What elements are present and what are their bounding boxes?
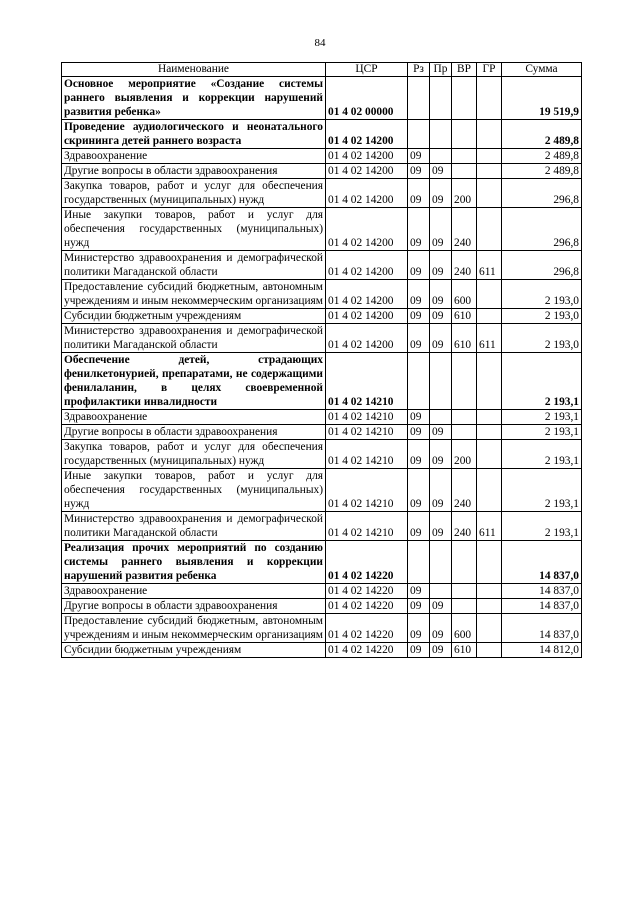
- table-body: [62, 77, 582, 658]
- row-csr: 01 4 02 14210: [326, 440, 408, 469]
- row-pr: 09: [430, 440, 452, 469]
- row-csr: 01 4 02 14200: [326, 309, 408, 324]
- row-vr: 610: [452, 643, 477, 658]
- table-row: [62, 164, 582, 179]
- row-name: Обеспечение детей, страдающих фенилкетонурией, препаратами, не содержащими фенилаланин, в целях своевременной профилактики инвалидности: [62, 353, 326, 410]
- row-sum: 19 519,9: [502, 77, 582, 120]
- table-row: [62, 410, 582, 425]
- budget-table: [61, 62, 582, 658]
- header-rz: Рз: [408, 63, 430, 77]
- row-rz: 09: [408, 164, 430, 179]
- row-sum: 2 193,0: [502, 280, 582, 309]
- row-rz: [408, 120, 430, 149]
- row-name: Здравоохранение: [62, 410, 326, 425]
- row-vr: 240: [452, 512, 477, 541]
- row-pr: 09: [430, 469, 452, 512]
- page-number: 84: [314, 37, 326, 49]
- row-gr: [477, 280, 502, 309]
- row-name: Закупка товаров, работ и услуг для обеспечения государственных (муниципальных) нужд: [62, 179, 326, 208]
- row-gr: [477, 164, 502, 179]
- row-name: Предоставление субсидий бюджетным, автономным учреждениям и иным некоммерческим организациям: [62, 614, 326, 643]
- row-sum: 2 193,1: [502, 410, 582, 425]
- table-header-row: [62, 63, 582, 77]
- row-csr: 01 4 02 14210: [326, 425, 408, 440]
- row-vr: 610: [452, 309, 477, 324]
- table-row: [62, 324, 582, 353]
- row-vr: [452, 120, 477, 149]
- table-row: [62, 614, 582, 643]
- row-csr: 01 4 02 14220: [326, 584, 408, 599]
- row-rz: 09: [408, 179, 430, 208]
- row-vr: [452, 599, 477, 614]
- row-pr: 09: [430, 251, 452, 280]
- row-csr: 01 4 02 14220: [326, 541, 408, 584]
- table-row: [62, 149, 582, 164]
- row-sum: 14 837,0: [502, 541, 582, 584]
- row-gr: [477, 469, 502, 512]
- row-csr: 01 4 02 14210: [326, 469, 408, 512]
- row-sum: 2 489,8: [502, 164, 582, 179]
- row-rz: 09: [408, 643, 430, 658]
- row-rz: 09: [408, 469, 430, 512]
- table-row: [62, 599, 582, 614]
- row-csr: 01 4 02 14210: [326, 512, 408, 541]
- row-rz: [408, 353, 430, 410]
- table-row: [62, 77, 582, 120]
- row-vr: 600: [452, 614, 477, 643]
- row-vr: [452, 353, 477, 410]
- row-csr: 01 4 02 14200: [326, 164, 408, 179]
- row-vr: [452, 77, 477, 120]
- row-rz: 09: [408, 251, 430, 280]
- row-pr: [430, 149, 452, 164]
- row-vr: [452, 410, 477, 425]
- row-sum: 296,8: [502, 179, 582, 208]
- table-row: [62, 120, 582, 149]
- row-vr: [452, 164, 477, 179]
- row-vr: 240: [452, 251, 477, 280]
- row-name: Субсидии бюджетным учреждениям: [62, 643, 326, 658]
- row-gr: [477, 541, 502, 584]
- table-row: [62, 309, 582, 324]
- row-rz: 09: [408, 599, 430, 614]
- row-csr: 01 4 02 14220: [326, 614, 408, 643]
- row-rz: 09: [408, 149, 430, 164]
- row-pr: 09: [430, 309, 452, 324]
- row-pr: 09: [430, 280, 452, 309]
- row-rz: [408, 541, 430, 584]
- row-pr: [430, 584, 452, 599]
- row-pr: 09: [430, 512, 452, 541]
- row-sum: 2 193,0: [502, 309, 582, 324]
- row-csr: 01 4 02 14220: [326, 643, 408, 658]
- row-csr: 01 4 02 14210: [326, 353, 408, 410]
- row-name: Другие вопросы в области здравоохранения: [62, 164, 326, 179]
- row-pr: 09: [430, 425, 452, 440]
- row-gr: [477, 309, 502, 324]
- row-vr: [452, 425, 477, 440]
- row-gr: [477, 440, 502, 469]
- row-gr: 611: [477, 324, 502, 353]
- row-name: Основное мероприятие «Создание системы раннего выявления и коррекции нарушений развития ребенка»: [62, 77, 326, 120]
- row-rz: 09: [408, 614, 430, 643]
- table-row: [62, 469, 582, 512]
- row-name: Здравоохранение: [62, 149, 326, 164]
- row-gr: [477, 149, 502, 164]
- row-gr: [477, 425, 502, 440]
- row-csr: 01 4 02 14200: [326, 149, 408, 164]
- row-gr: [477, 179, 502, 208]
- row-vr: [452, 584, 477, 599]
- row-name: Проведение аудиологического и неонатального скрининга детей раннего возраста: [62, 120, 326, 149]
- row-vr: [452, 541, 477, 584]
- row-vr: 240: [452, 208, 477, 251]
- row-name: Реализация прочих мероприятий по созданию системы раннего выявления и коррекции нарушений развития ребенка: [62, 541, 326, 584]
- row-pr: [430, 410, 452, 425]
- row-name: Иные закупки товаров, работ и услуг для обеспечения государственных (муниципальных) нужд: [62, 469, 326, 512]
- row-rz: 09: [408, 425, 430, 440]
- header-vr: ВР: [452, 63, 477, 77]
- row-gr: [477, 614, 502, 643]
- table-row: [62, 512, 582, 541]
- row-name: Министерство здравоохранения и демографической политики Магаданской области: [62, 324, 326, 353]
- row-gr: [477, 77, 502, 120]
- row-name: Предоставление субсидий бюджетным, автономным учреждениям и иным некоммерческим организациям: [62, 280, 326, 309]
- row-rz: 09: [408, 410, 430, 425]
- row-pr: 09: [430, 164, 452, 179]
- table-row: [62, 208, 582, 251]
- row-rz: 09: [408, 280, 430, 309]
- row-pr: 09: [430, 208, 452, 251]
- row-gr: [477, 410, 502, 425]
- row-csr: 01 4 02 00000: [326, 77, 408, 120]
- row-sum: 14 837,0: [502, 614, 582, 643]
- row-pr: [430, 541, 452, 584]
- row-pr: 09: [430, 179, 452, 208]
- row-pr: [430, 77, 452, 120]
- row-rz: 09: [408, 512, 430, 541]
- table-row: [62, 541, 582, 584]
- header-gr: ГР: [477, 63, 502, 77]
- row-sum: 2 193,1: [502, 353, 582, 410]
- row-vr: 200: [452, 440, 477, 469]
- table-row: [62, 179, 582, 208]
- row-csr: 01 4 02 14200: [326, 280, 408, 309]
- row-gr: [477, 643, 502, 658]
- row-vr: [452, 149, 477, 164]
- row-sum: 296,8: [502, 251, 582, 280]
- row-name: Другие вопросы в области здравоохранения: [62, 425, 326, 440]
- row-vr: 200: [452, 179, 477, 208]
- table-row: [62, 584, 582, 599]
- header-pr: Пр: [430, 63, 452, 77]
- row-csr: 01 4 02 14210: [326, 410, 408, 425]
- row-sum: 2 193,1: [502, 469, 582, 512]
- row-name: Министерство здравоохранения и демографической политики Магаданской области: [62, 251, 326, 280]
- row-sum: 2 193,0: [502, 324, 582, 353]
- row-sum: 2 193,1: [502, 440, 582, 469]
- row-vr: 610: [452, 324, 477, 353]
- row-gr: [477, 599, 502, 614]
- table-row: [62, 353, 582, 410]
- row-csr: 01 4 02 14200: [326, 208, 408, 251]
- row-rz: 09: [408, 584, 430, 599]
- row-gr: [477, 208, 502, 251]
- row-gr: [477, 584, 502, 599]
- row-csr: 01 4 02 14200: [326, 120, 408, 149]
- row-sum: 2 193,1: [502, 425, 582, 440]
- row-sum: 2 489,8: [502, 120, 582, 149]
- row-csr: 01 4 02 14200: [326, 324, 408, 353]
- row-name: Здравоохранение: [62, 584, 326, 599]
- row-csr: 01 4 02 14220: [326, 599, 408, 614]
- row-sum: 14 837,0: [502, 599, 582, 614]
- row-name: Другие вопросы в области здравоохранения: [62, 599, 326, 614]
- row-pr: 09: [430, 643, 452, 658]
- row-gr: 611: [477, 251, 502, 280]
- row-rz: 09: [408, 208, 430, 251]
- table-row: [62, 425, 582, 440]
- row-sum: 296,8: [502, 208, 582, 251]
- row-sum: 14 837,0: [502, 584, 582, 599]
- row-gr: [477, 353, 502, 410]
- row-pr: 09: [430, 324, 452, 353]
- row-pr: [430, 120, 452, 149]
- row-pr: 09: [430, 614, 452, 643]
- row-gr: [477, 120, 502, 149]
- row-gr: 611: [477, 512, 502, 541]
- row-csr: 01 4 02 14200: [326, 251, 408, 280]
- header-csr: ЦСР: [326, 63, 408, 77]
- row-sum: 14 812,0: [502, 643, 582, 658]
- table-row: [62, 251, 582, 280]
- row-name: Министерство здравоохранения и демографической политики Магаданской области: [62, 512, 326, 541]
- table-row: [62, 643, 582, 658]
- header-name: Наименование: [62, 63, 326, 77]
- row-name: Иные закупки товаров, работ и услуг для обеспечения государственных (муниципальных) нужд: [62, 208, 326, 251]
- row-rz: 09: [408, 324, 430, 353]
- row-rz: 09: [408, 309, 430, 324]
- row-sum: 2 193,1: [502, 512, 582, 541]
- table-row: [62, 280, 582, 309]
- row-rz: [408, 77, 430, 120]
- table-row: [62, 440, 582, 469]
- row-rz: 09: [408, 440, 430, 469]
- row-pr: [430, 353, 452, 410]
- row-name: Субсидии бюджетным учреждениям: [62, 309, 326, 324]
- row-pr: 09: [430, 599, 452, 614]
- row-sum: 2 489,8: [502, 149, 582, 164]
- header-sum: Сумма: [502, 63, 582, 77]
- row-vr: 240: [452, 469, 477, 512]
- row-csr: 01 4 02 14200: [326, 179, 408, 208]
- row-vr: 600: [452, 280, 477, 309]
- row-name: Закупка товаров, работ и услуг для обеспечения государственных (муниципальных) нужд: [62, 440, 326, 469]
